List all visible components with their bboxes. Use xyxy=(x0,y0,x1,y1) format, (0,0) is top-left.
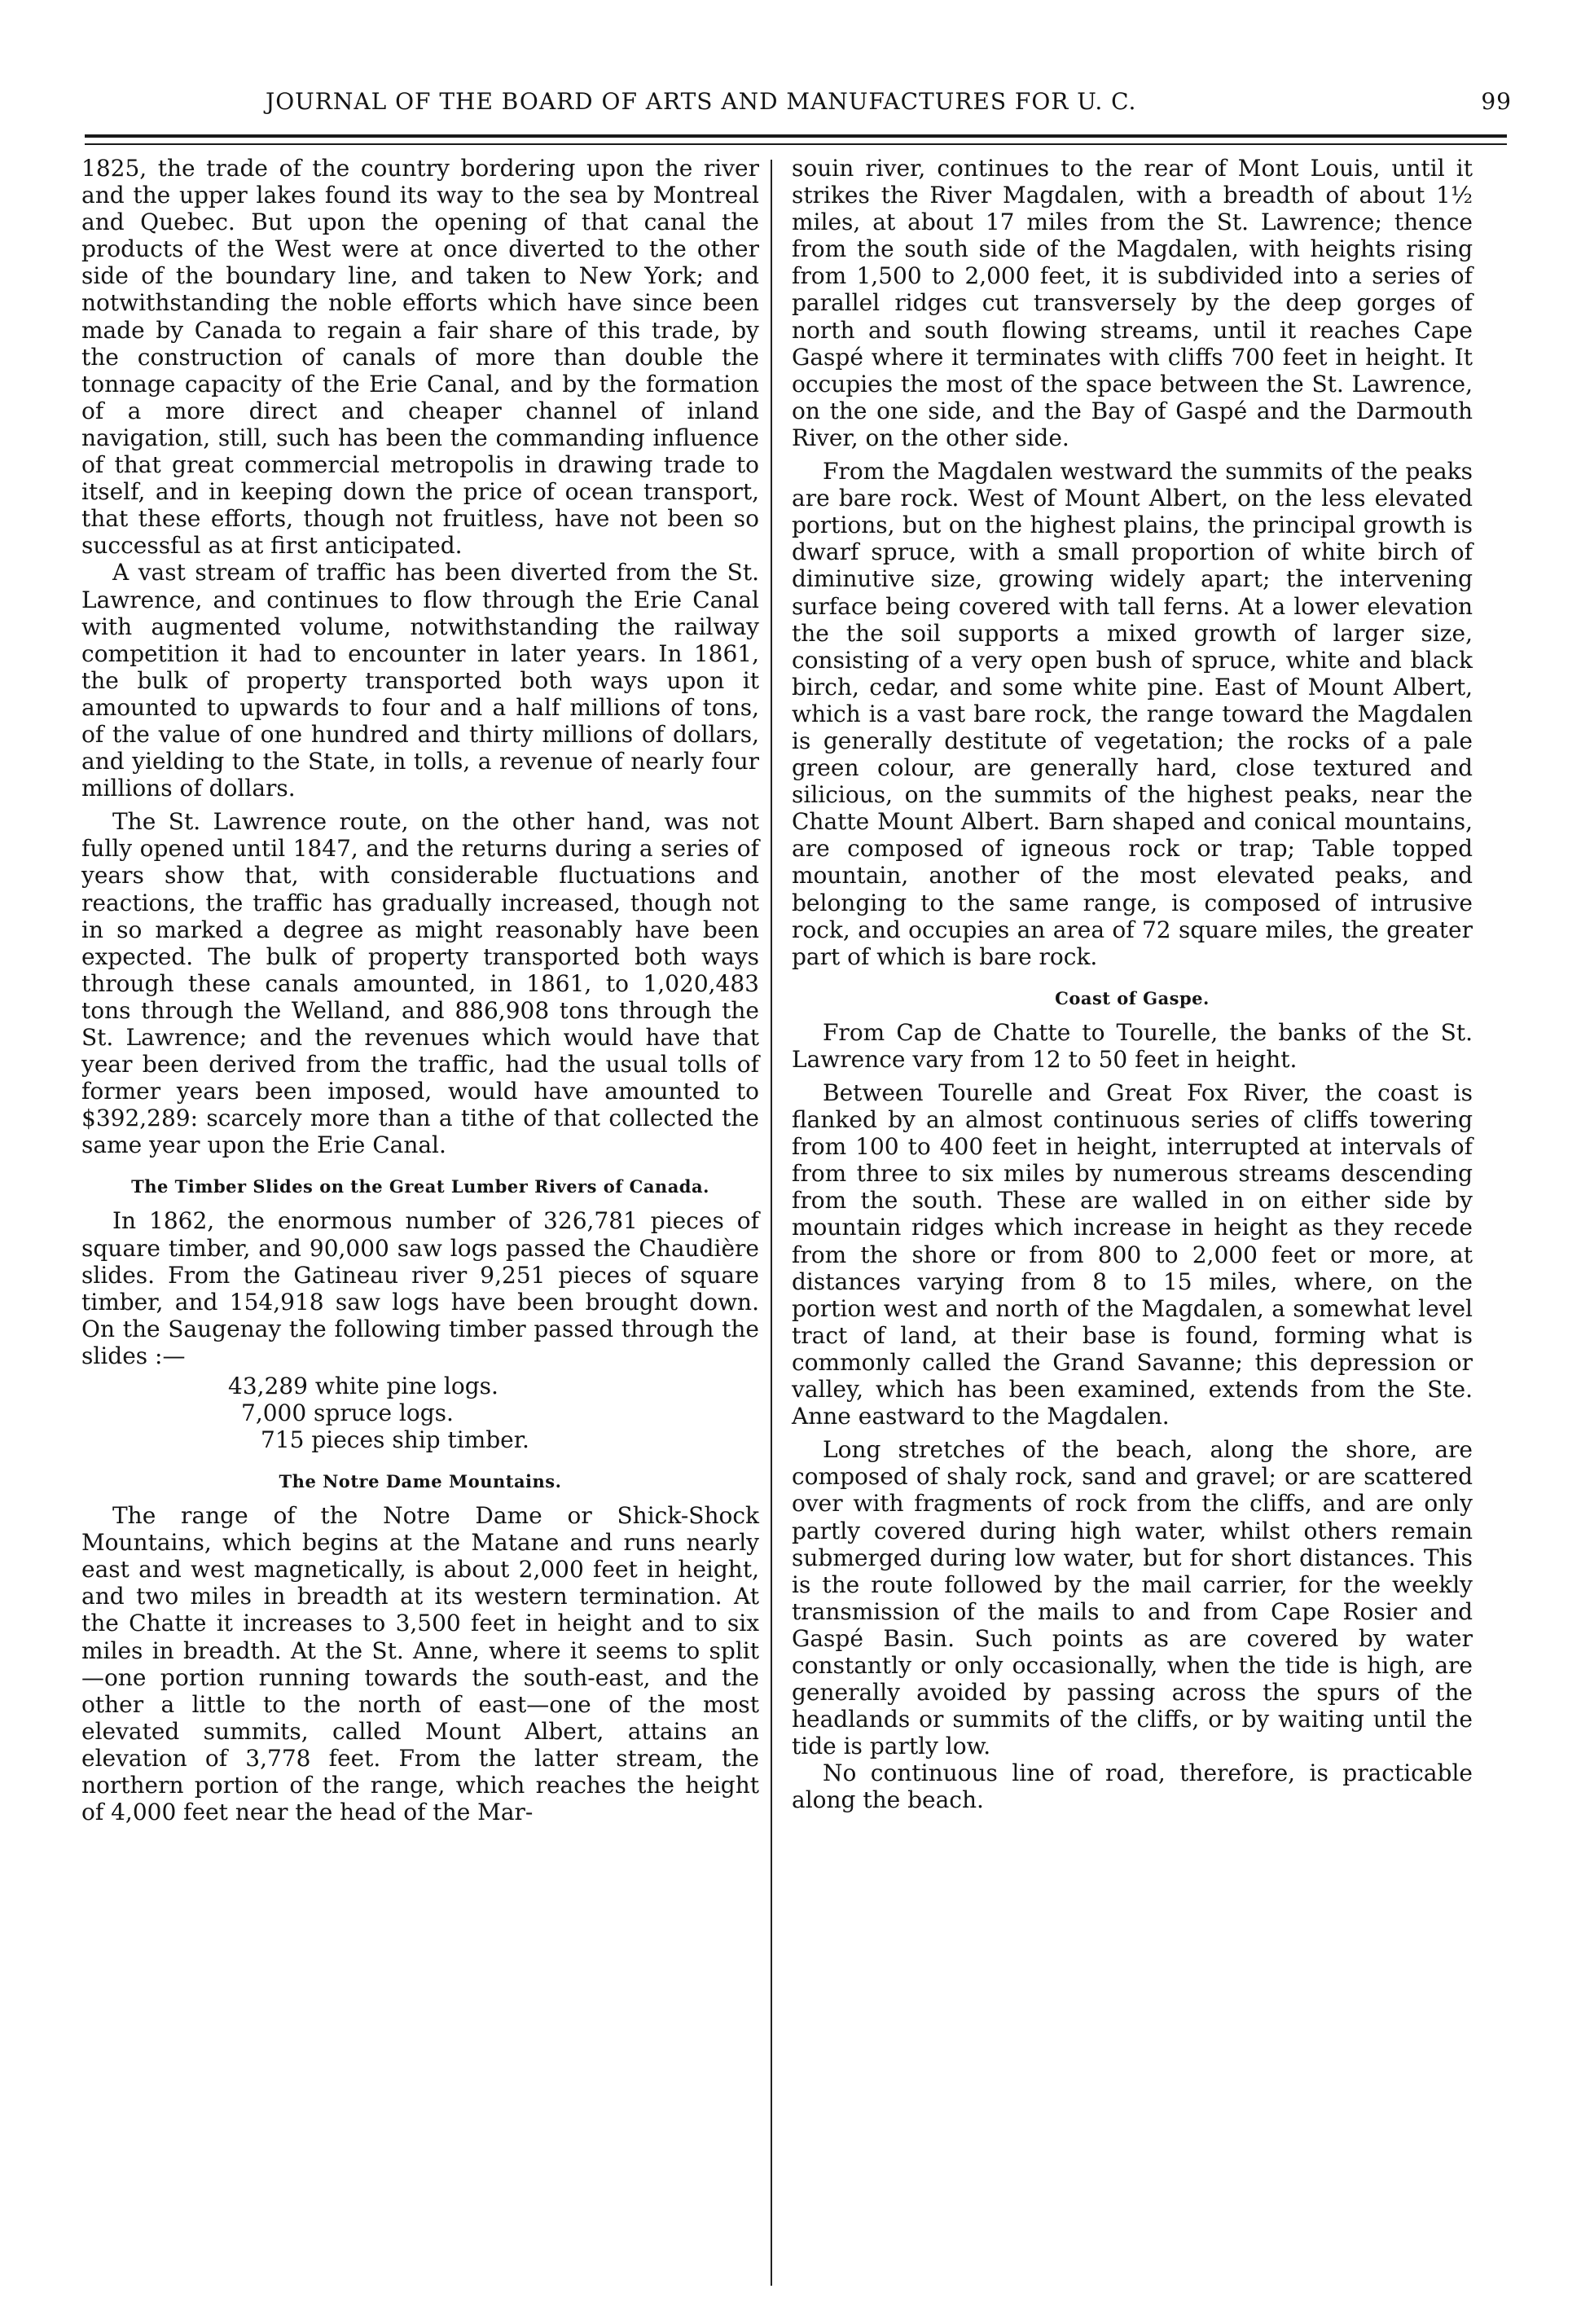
right-column xyxy=(792,155,1473,1814)
paragraph: 1825, the trade of the country bordering upon the river and the upper lakes found its way to the sea by Montreal and Quebec. But upon the opening of that canal the products of the West were at once diverted to the other side of the boundary line, and taken to New York; and notwithstanding the noble efforts which have since been made by Canada to regain a fair share of this trade, by the construction of canals of more than double the tonnage capacity of the Erie Canal, and by the formation of a more direct and cheaper channel of inland navigation, still, such has been the commanding influence of that great commercial metropolis in drawing trade to itself, and in keeping down the price of ocean transport, that these efforts, though not fruitless, have not been so successful as at first anticipated. xyxy=(81,155,759,560)
header-rule-thick xyxy=(85,134,1507,138)
paragraph: The St. Lawrence route, on the other hand, was not fully opened until 1847, and the returns during a series of years show that, with considerable fluctuations and reactions, the traffic has gradually increased, though not in so marked a degree as might reasonably have been expected. The bulk of property transported both ways through these canals amounted, in 1861, to 1,020,483 tons through the Welland, and 886,908 tons through the St. Lawrence; and the revenues which would have that year been derived from the traffic, had the usual tolls of former years been imposed, would have amounted to $392,289: scarcely more than a tithe of that collected the same year upon the Erie Canal. xyxy=(81,808,759,1159)
paragraph: No continuous line of road, therefore, is practicable along the beach. xyxy=(792,1759,1473,1814)
header-rule-thin xyxy=(85,143,1507,145)
journal-title: JOURNAL OF THE BOARD OF ARTS AND MANUFACTURES FOR U. C. xyxy=(266,88,1137,115)
column-divider xyxy=(771,160,772,2286)
page-number: 99 xyxy=(1481,88,1512,115)
list-item: 715 pieces ship timber. xyxy=(261,1426,529,1454)
paragraph: Between Tourelle and Great Fox River, the coast is flanked by an almost continuous series of cliffs towering from 100 to 400 feet in height, interrupted at intervals of from three to six miles by numerous streams descending from the south. These are walled in on either side by mountain ridges which increase in height as they recede from the shore or from 800 to 2,000 feet or more, at distances varying from 8 to 15 miles, where, on the portion west and north of the Magdalen, a somewhat level tract of land, at their base is found, forming what is commonly called the Grand Savanne; this depression or valley, which has been examined, extends from the Ste. Anne eastward to the Magdalen. xyxy=(792,1079,1473,1430)
paragraph: From the Magdalen westward the summits of the peaks are bare rock. West of Mount Albert, on the less elevated portions, but on the highest plains, the principal growth is dwarf spruce, with a small proportion of white birch of diminutive size, growing widely apart; the intervening surface being covered with tall ferns. At a lower elevation the the soil supports a mixed growth of larger size, consisting of a very open bush of spruce, white and black birch, cedar, and some white pine. East of Mount Albert, which is a vast bare rock, the range toward the Magdalen is generally destitute of vegetation; the rocks of a pale green colour, are generally hard, close textured and silicious, on the summits of the highest peaks, near the Chatte Mount Albert. Barn shaped and conical mountains, are composed of igneous rock or trap; Table topped mountain, another of the most elevated peaks, and belonging to the same range, is composed of intrusive rock, and occupies an area of 72 square miles, the greater part of which is bare rock. xyxy=(792,458,1473,970)
paragraph: In 1862, the enormous number of 326,781 pieces of square timber, and 90,000 saw logs passed the Chaudière slides. From the Gatineau river 9,251 pieces of square timber, and 154,918 saw logs have been brought down. On the Saugenay the following timber passed through the slides :— xyxy=(81,1207,759,1369)
list-item: 43,289 white pine logs. xyxy=(228,1373,498,1400)
list-item: 7,000 spruce logs. xyxy=(241,1399,454,1427)
paragraph: From Cap de Chatte to Tourelle, the banks of the St. Lawrence vary from 12 to 50 feet in height. xyxy=(792,1018,1473,1073)
left-column xyxy=(81,155,759,1825)
paragraph: The range of the Notre Dame or Shick-Shock Mountains, which begins at the Matane and runs nearly east and west magnetically, is about 2,000 feet in height, and two miles in breadth at its western termination. At the Chatte it increases to 3,500 feet in height and to six miles in breadth. At the St. Anne, where it seems to split—one portion running towards the south-east, and the other a little to the north of east—one of the most elevated summits, called Mount Albert, attains an elevation of 3,778 feet. From the latter stream, the northern portion of the range, which reaches the height of 4,000 feet near the head of the Mar- xyxy=(81,1502,759,1826)
paragraph: souin river, continues to the rear of Mont Louis, until it strikes the River Magdalen, with a breadth of about 1½ miles, at about 17 miles from the St. Lawrence; thence from the south side of the Magdalen, with heights rising from 1,500 to 2,000 feet, it is subdivided into a series of parallel ridges cut transversely by the deep gorges of north and south flowing streams, until it reaches Cape Gaspé where it terminates with cliffs 700 feet in height. It occupies the most of the space between the St. Lawrence, on the one side, and the Bay of Gaspé and the Darmouth River, on the other side. xyxy=(792,155,1473,451)
section-heading-coast-of-gaspe: Coast of Gaspe. xyxy=(1055,987,1210,1008)
section-heading-notre-dame: The Notre Dame Mountains. xyxy=(279,1471,562,1492)
section-heading-timber-slides: The Timber Slides on the Great Lumber Rivers of Canada. xyxy=(131,1176,709,1197)
running-header xyxy=(78,88,1512,124)
paragraph: A vast stream of traffic has been diverted from the St. Lawrence, and continues to flow through the Erie Canal with augmented volume, notwithstanding the railway competition it had to encounter in later years. In 1861, the bulk of property transported both ways upon it amounted to upwards to four and a half millions of tons, of the value of one hundred and thirty millions of dollars, and yielding to the State, in tolls, a revenue of nearly four millions of dollars. xyxy=(81,559,759,802)
timber-list xyxy=(228,1373,759,1453)
paragraph: Long stretches of the beach, along the shore, are composed of shaly rock, sand and gravel; or are scattered over with fragments of rock from the cliffs, and are only partly covered during high water, whilst others remain submerged during low water, but for short distances. This is the route followed by the mail carrier, for the weekly transmission of the mails to and from Cape Rosier and Gaspé Basin. Such points as are covered by water constantly or only occasionally, when the tide is high, are generally avoided by passing across the spurs of the headlands or summits of the cliffs, or by waiting until the tide is partly low. xyxy=(792,1436,1473,1760)
